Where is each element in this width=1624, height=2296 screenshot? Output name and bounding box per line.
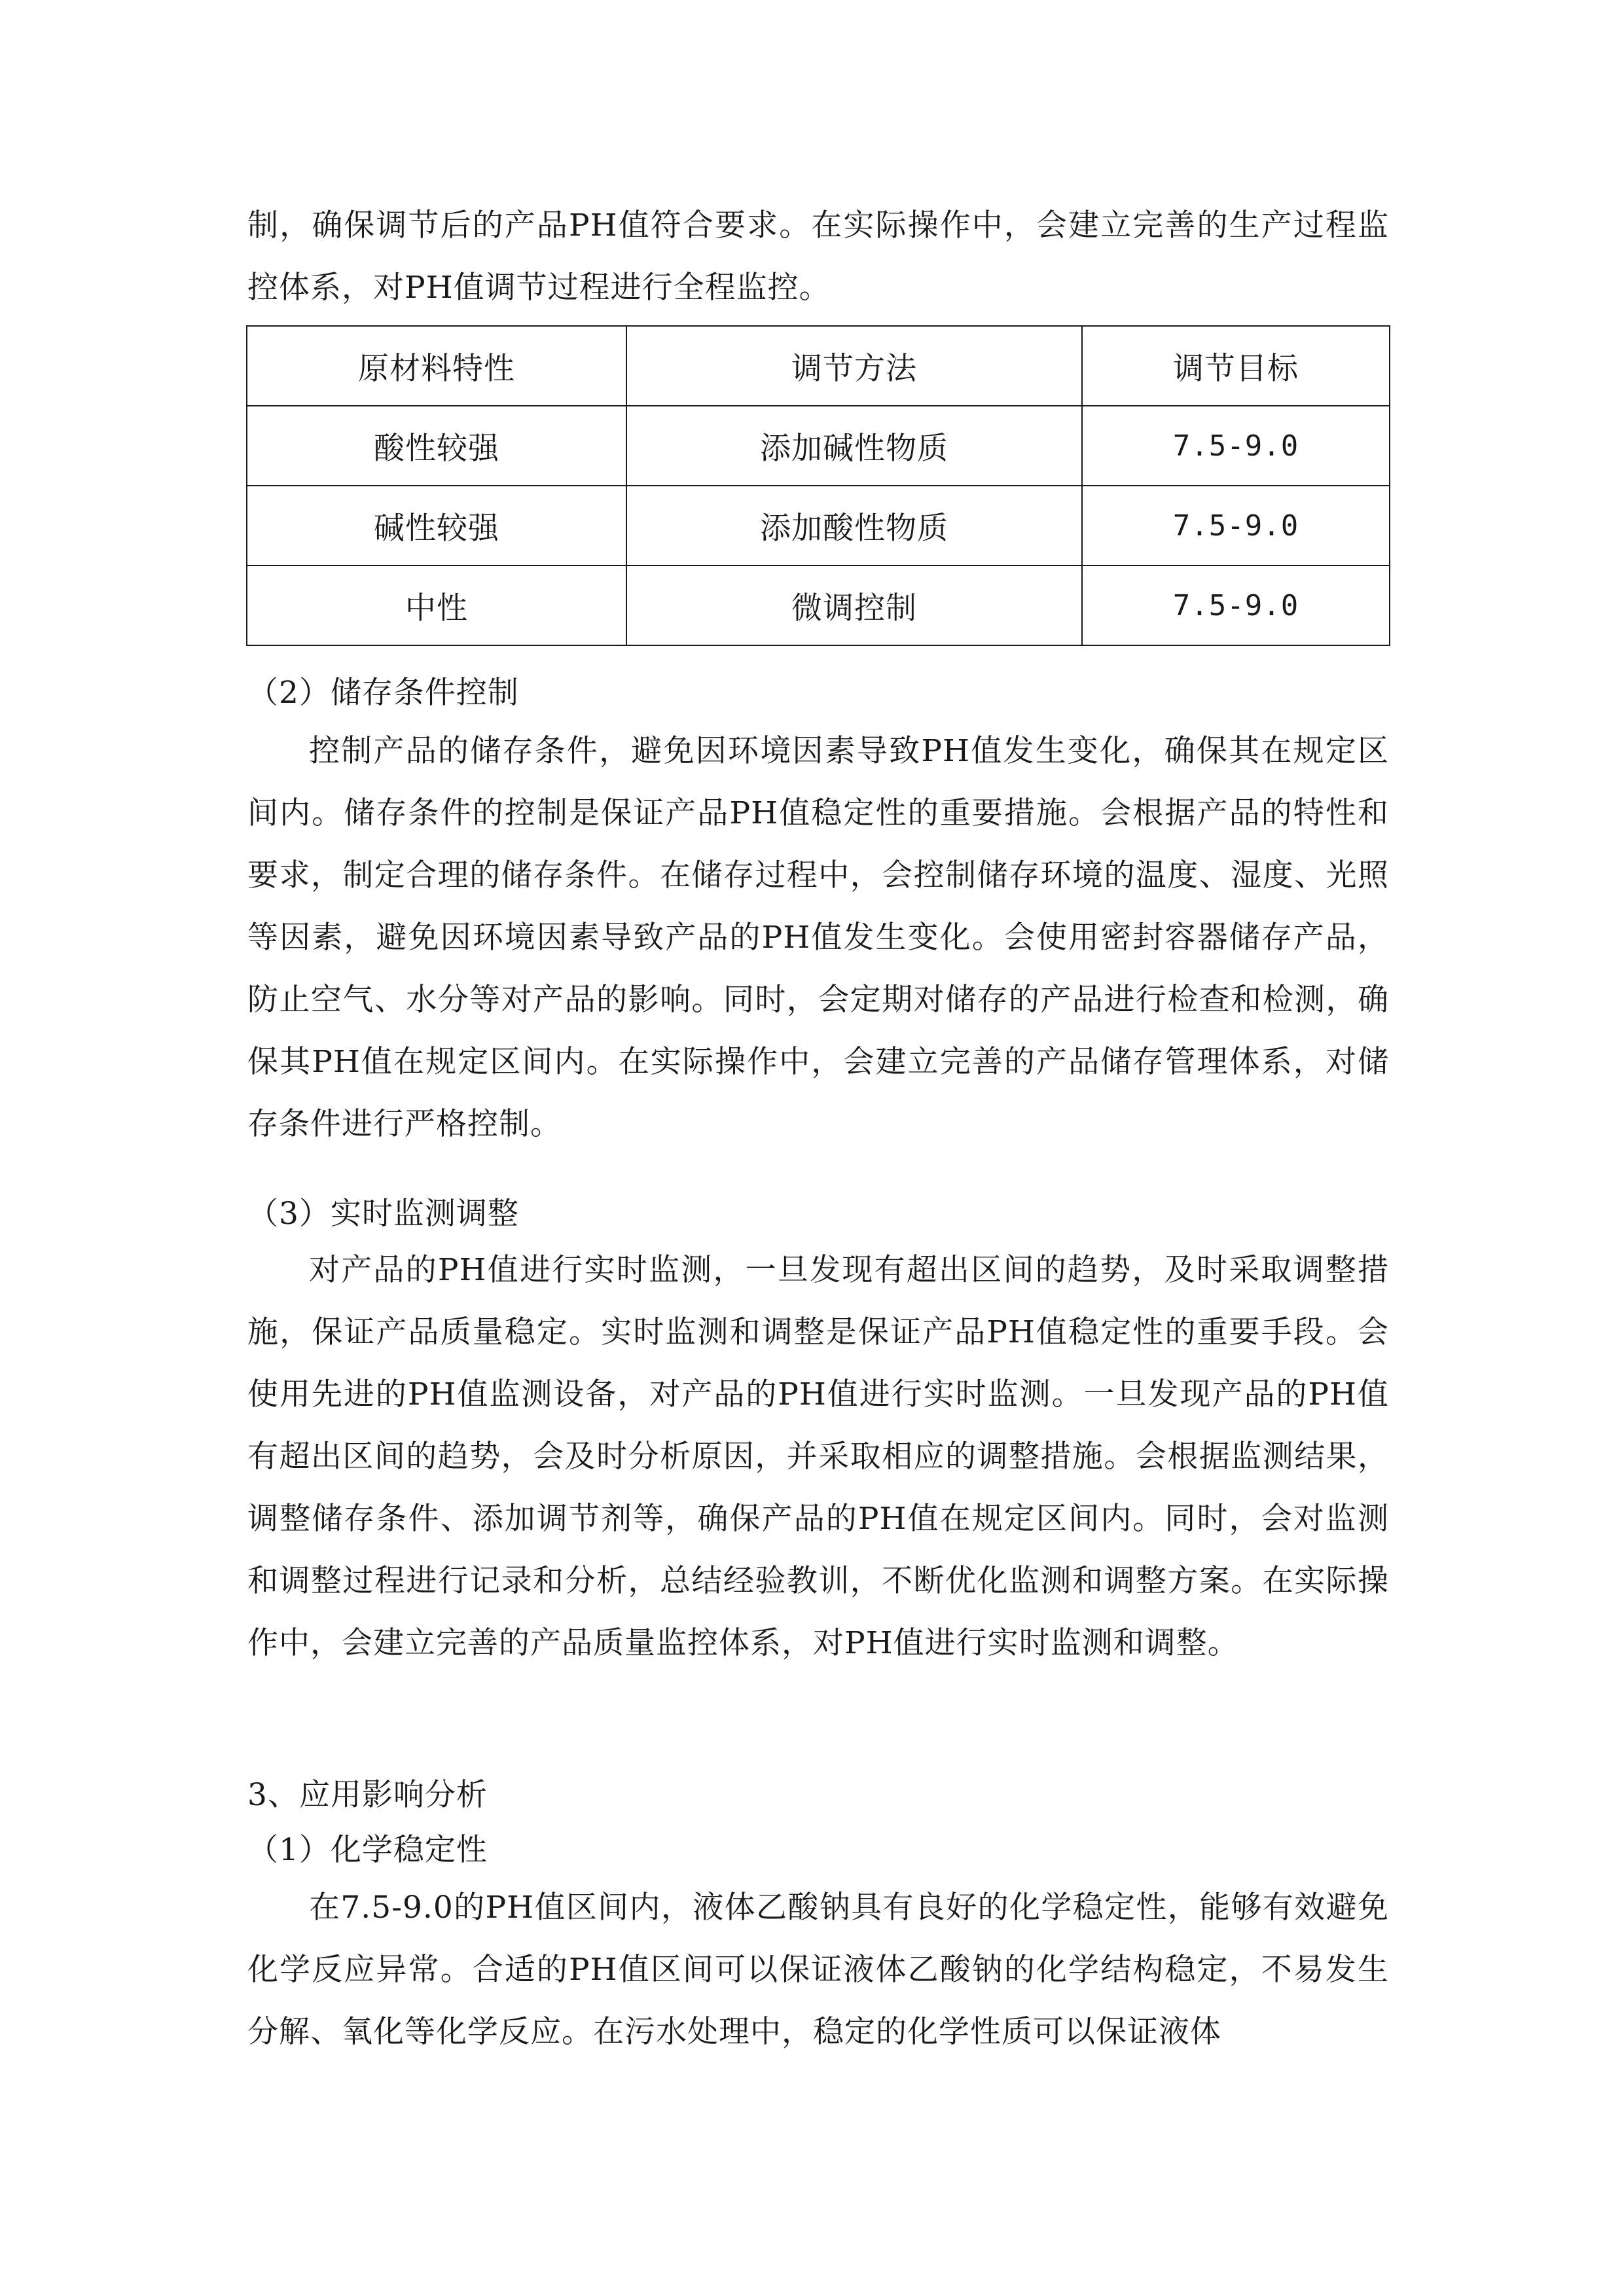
table-header-cell: 调节方法	[626, 326, 1082, 406]
table-cell: 添加酸性物质	[626, 486, 1082, 565]
table-row	[247, 565, 1390, 645]
table-cell: 7.5-9.0	[1082, 406, 1390, 486]
section-heading-chemical-stability: （1）化学稳定性	[247, 1832, 488, 1868]
table-cell: 7.5-9.0	[1082, 486, 1390, 565]
table-cell: 7.5-9.0	[1082, 565, 1390, 645]
table-row	[247, 486, 1390, 565]
monitoring-paragraph: 对产品的PH值进行实时监测，一旦发现有超出区间的趋势，及时采取调整措施，保证产品质量稳定。实时监测和调整是保证产品PH值稳定性的重要手段。会使用先进的PH值监测设备，对产品的PH值进行实时监测。一旦发现产品的PH值有超出区间的趋势，会及时分析原因，并采取相应的调整措施。会根据监测结果，调整储存条件、添加调节剂等，确保产品的PH值在规定区间内。同时，会对监测和调整过程进行记录和分析，总结经验教训，不断优化监测和调整方案。在实际操作中，会建立完善的产品质量监控体系，对PH值进行实时监测和调整。	[247, 1252, 1389, 1661]
table-cell: 酸性较强	[247, 406, 626, 486]
table-row	[247, 406, 1390, 486]
table-cell: 微调控制	[626, 565, 1082, 645]
ph-adjustment-table	[246, 325, 1390, 646]
table-cell: 碱性较强	[247, 486, 626, 565]
table-cell: 添加碱性物质	[626, 406, 1082, 486]
section-heading-monitoring: （3）实时监测调整	[247, 1196, 519, 1232]
intro-paragraph: 制，确保调节后的产品PH值符合要求。在实际操作中，会建立完善的生产过程监控体系，对PH值调节过程进行全程监控。	[247, 207, 1389, 306]
storage-paragraph: 控制产品的储存条件，避免因环境因素导致PH值发生变化，确保其在规定区间内。储存条件的控制是保证产品PH值稳定性的重要措施。会根据产品的特性和要求，制定合理的储存条件。在储存过程中，会控制储存环境的温度、湿度、光照等因素，避免因环境因素导致产品的PH值发生变化。会使用密封容器储存产品，防止空气、水分等对产品的影响。同时，会定期对储存的产品进行检查和检测，确保其PH值在规定区间内。在实际操作中，会建立完善的产品储存管理体系，对储存条件进行严格控制。	[247, 733, 1389, 1142]
table-cell: 中性	[247, 565, 626, 645]
part-heading-application: 3、应用影响分析	[247, 1777, 488, 1813]
table-header-cell: 原材料特性	[247, 326, 626, 406]
table-header-row	[247, 326, 1390, 406]
chemical-stability-paragraph: 在7.5-9.0的PH值区间内，液体乙酸钠具有良好的化学稳定性，能够有效避免化学反应异常。合适的PH值区间可以保证液体乙酸钠的化学结构稳定，不易发生分解、氧化等化学反应。在污水处理中，稳定的化学性质可以保证液体	[247, 1890, 1389, 2050]
table-header-cell: 调节目标	[1082, 326, 1390, 406]
section-heading-storage: （2）储存条件控制	[247, 675, 519, 711]
